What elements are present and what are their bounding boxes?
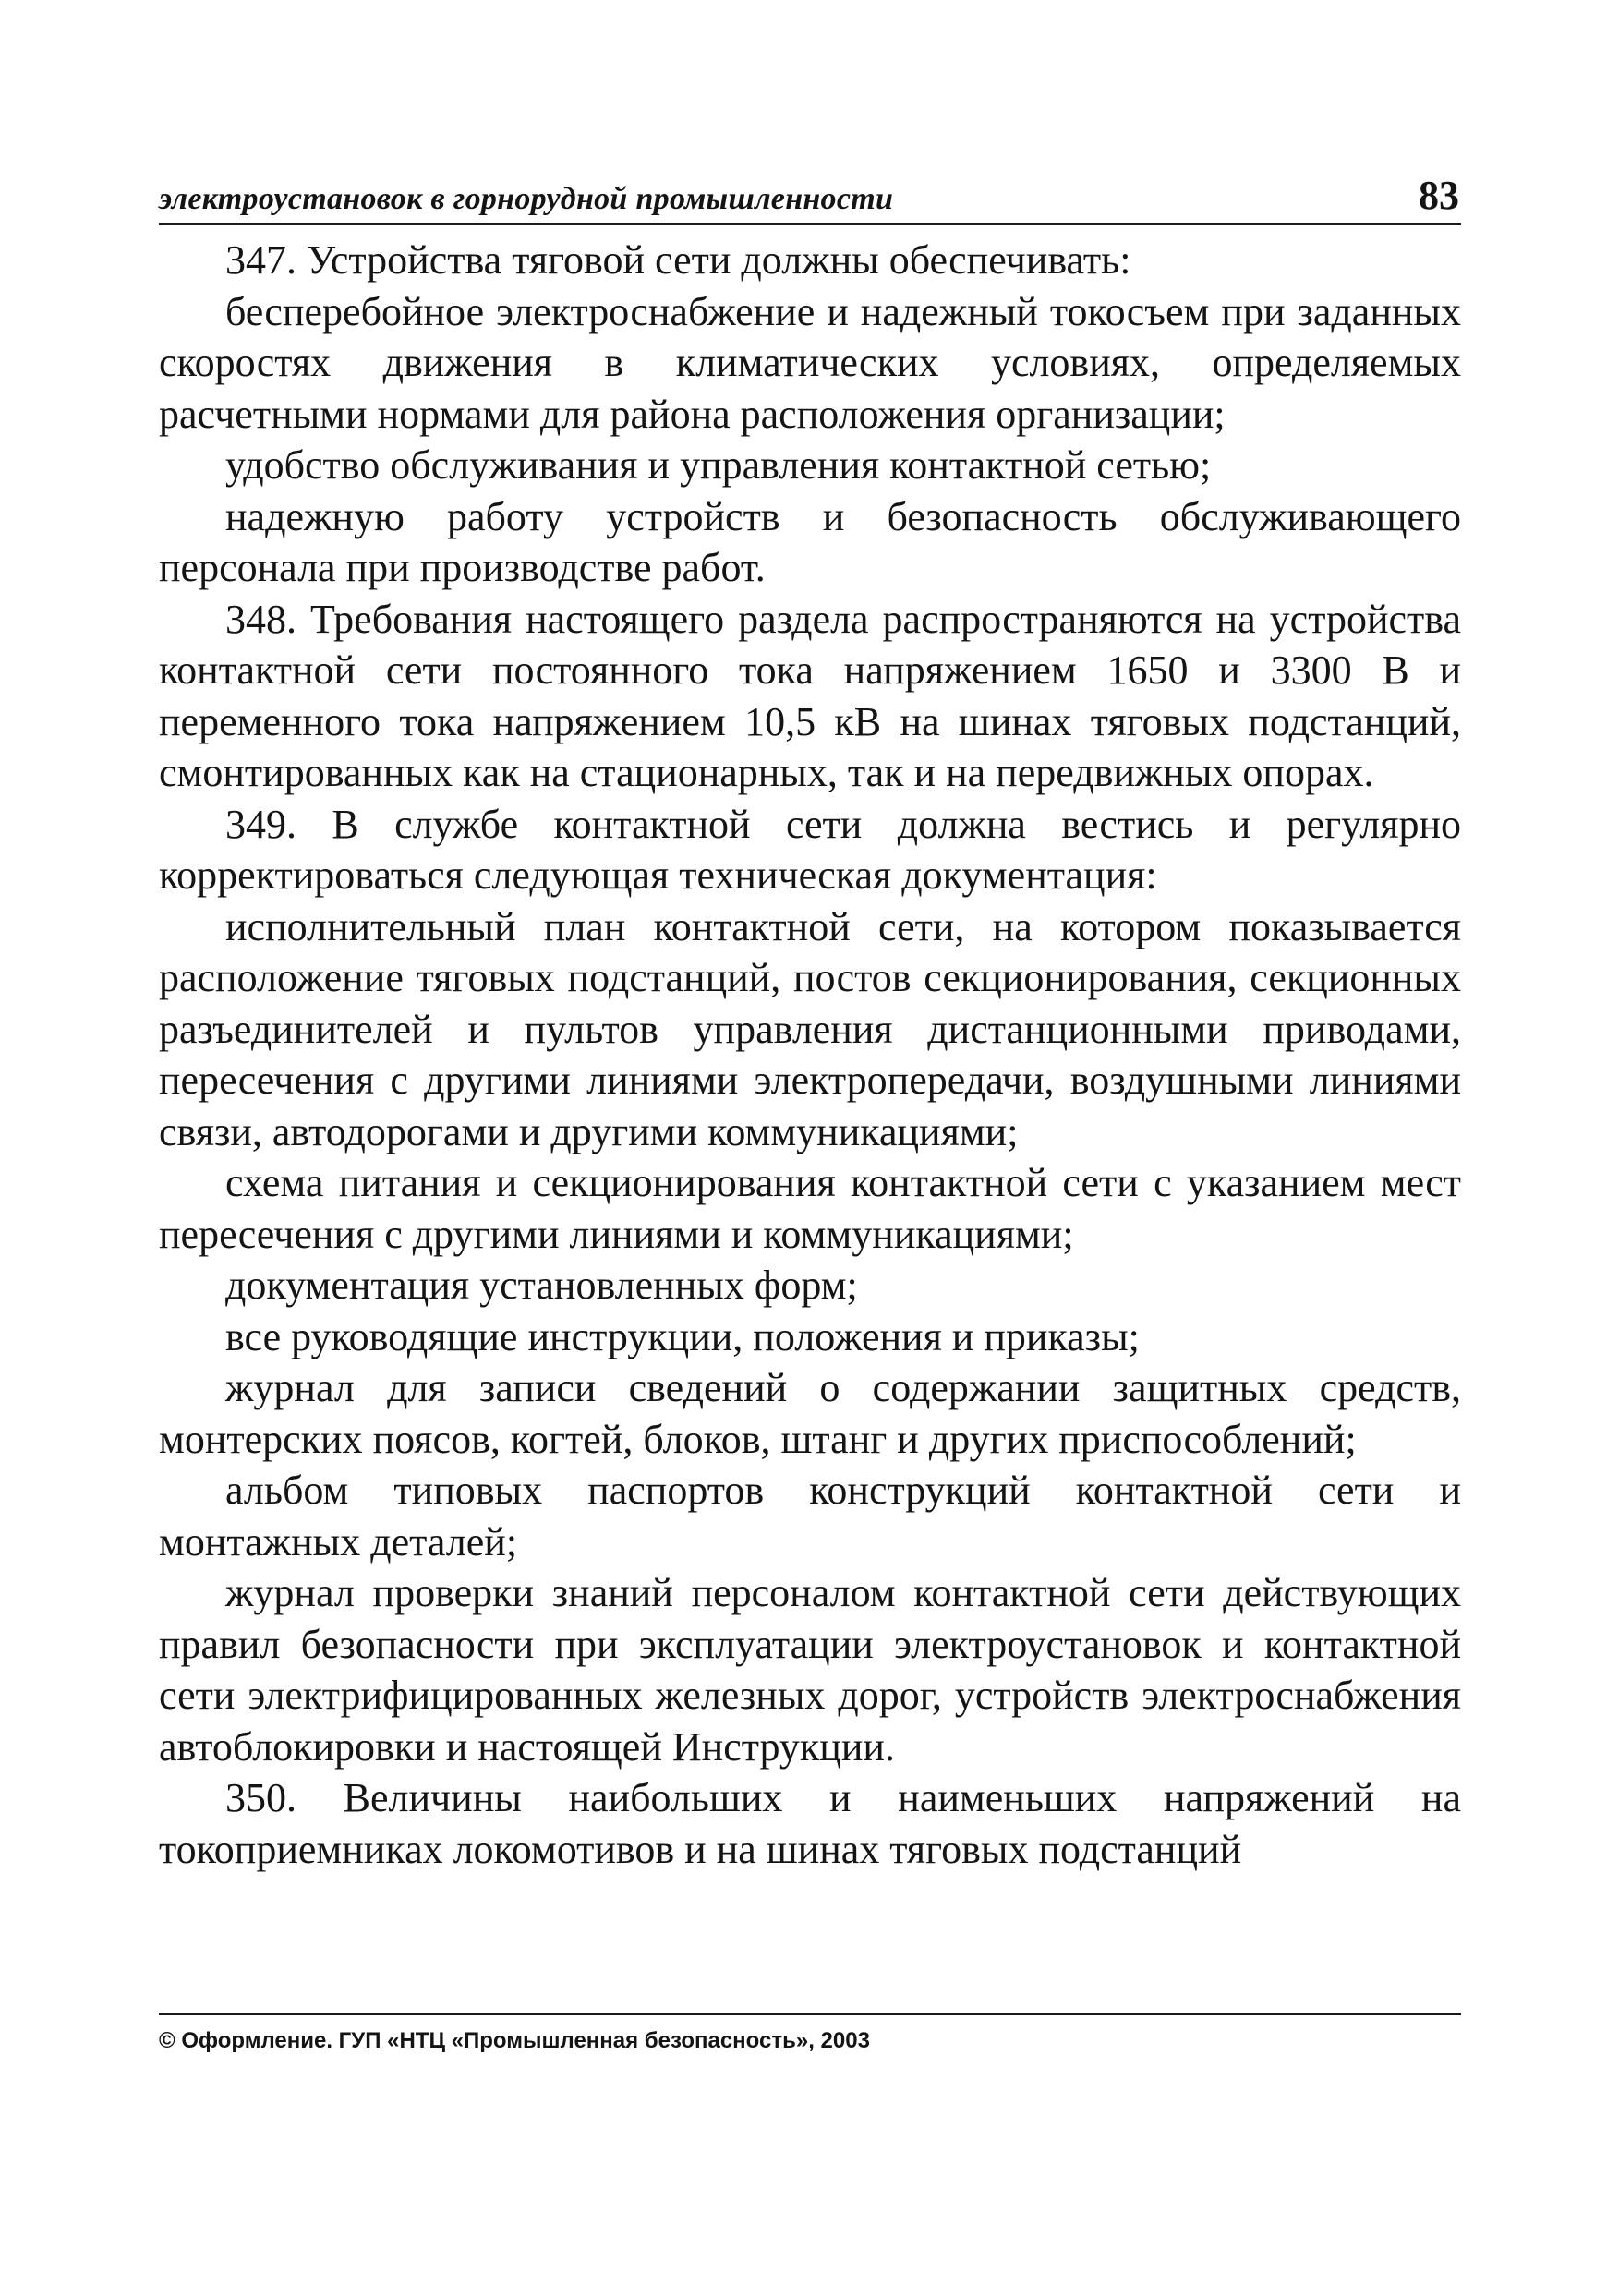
paragraph-349-item-scheme: схема питания и секционирования контактной сети с указанием мест пересечения с другими линиями и коммуникациями; [159,1160,1461,1257]
paragraph-347-intro: 347. Устройства тяговой сети должны обеспечивать: [225,237,1131,283]
paragraph-349-item-instructions: все руководящие инструкции, положения и приказы; [225,1313,1140,1359]
paragraph-349-item-plan: исполнительный план контактной сети, на котором показывается расположение тяговых подстанций, постов секционирования, секционных разъединителей и пультов управления дистанционными приводами, пересечения с другими линиями электропередачи, воздушными линиями связи, автодорогами и другими коммуникациями; [159,903,1461,1154]
paragraph-347-item-power-supply: бесперебойное электроснабжение и надежный токосъем при заданных скоростях движения в климатических условиях, определяемых расчетными нормами для района расположения организации; [159,288,1461,437]
page [159,171,1461,1875]
running-footer [159,2013,1461,2054]
page-number: 83 [1419,173,1459,218]
running-title: электроустановок в горнорудной промышленности [159,182,894,216]
paragraph-349-item-protective-log: журнал для записи сведений о содержании защитных средств, монтерских поясов, когтей, блоков, штанг и других приспособлений; [159,1365,1461,1462]
body-text [159,235,1461,1875]
copyright-notice: © Оформление. ГУП «НТЦ «Промышленная безопасность», 2003 [159,2028,870,2053]
paragraph-350: 350. Величины наибольших и наименьших напряжений на токоприемниках локомотивов и на шинах тяговых подстанций [159,1775,1461,1872]
paragraph-347-item-reliability: надежную работу устройств и безопасность обслуживающего персонала при производстве работ. [159,493,1461,590]
paragraph-349-item-forms: документация установленных форм; [225,1263,858,1308]
paragraph-349-item-knowledge-log: журнал проверки знаний персоналом контактной сети действующих правил безопасности при эксплуатации электроустановок и контактной сети электрифицированных железных дорог, устройств электроснабжения автоблокировки и настоящей Инструкции. [159,1570,1461,1770]
running-header [159,171,1461,225]
paragraph-348: 348. Требования настоящего раздела распространяются на устройства контактной сети постоянного тока напряжением 1650 и 3300 В и переменного тока напряжением 10,5 кВ на шинах тяговых подстанций, смонтированных как на стационарных, так и на передвижных опорах. [159,596,1461,795]
paragraph-349-item-album: альбом типовых паспортов конструкций контактной сети и монтажных деталей; [159,1468,1461,1565]
paragraph-349-intro: 349. В службе контактной сети должна вестись и регулярно корректироваться следующая техническая документация: [159,801,1461,898]
paragraph-347-item-maintenance: удобство обслуживания и управления контактной сетью; [225,442,1212,488]
